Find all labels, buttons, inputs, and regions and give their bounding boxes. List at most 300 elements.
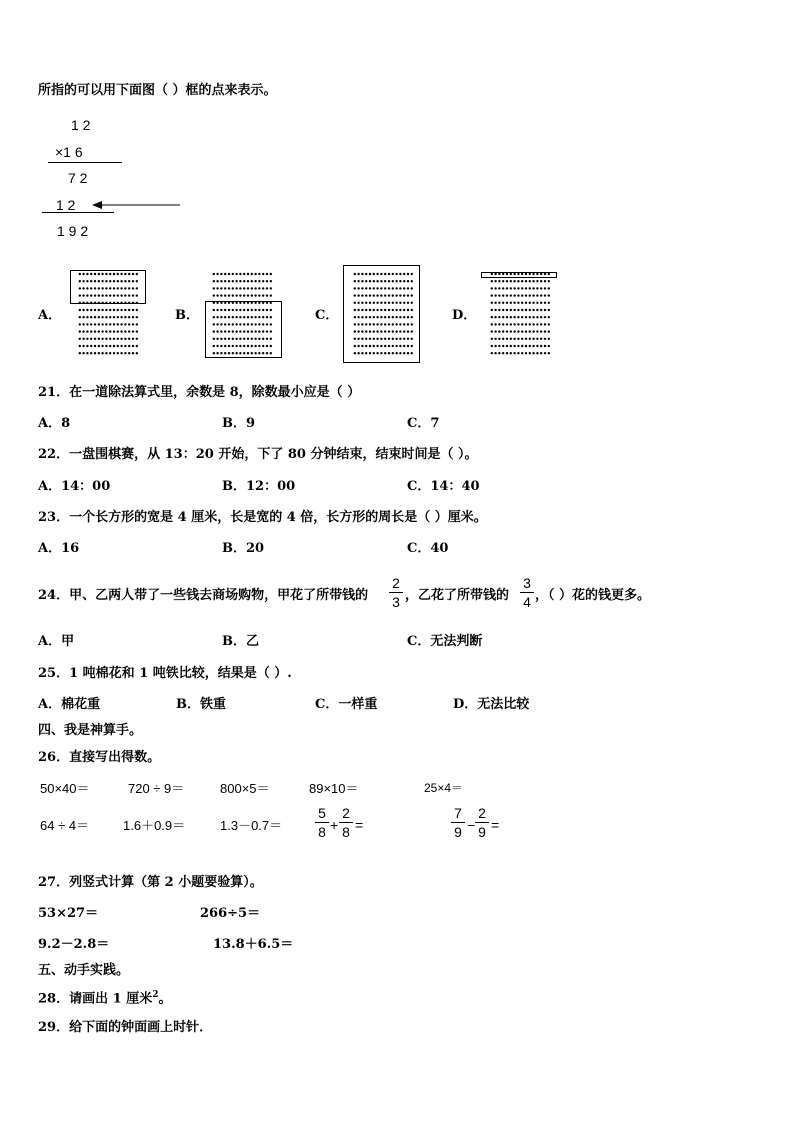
dot	[124, 352, 126, 354]
dot	[113, 352, 115, 354]
dot	[491, 338, 493, 340]
dot	[525, 280, 527, 282]
dot	[510, 338, 512, 340]
dot	[536, 323, 538, 325]
dot	[213, 287, 215, 289]
dot	[266, 287, 268, 289]
option-a-label: A．	[38, 308, 62, 323]
dot	[132, 323, 134, 325]
dot	[544, 294, 546, 296]
dot	[548, 316, 550, 318]
dot	[117, 352, 119, 354]
dot	[540, 330, 542, 332]
dot	[521, 352, 523, 354]
q27-expr-2: 266÷5＝	[200, 906, 261, 921]
dot	[86, 338, 88, 340]
dot	[548, 338, 550, 340]
dot	[228, 287, 230, 289]
dot	[544, 302, 546, 304]
dot	[544, 330, 546, 332]
dot	[548, 345, 550, 347]
dot	[94, 316, 96, 318]
dot	[513, 287, 515, 289]
dot	[216, 280, 218, 282]
dot	[521, 280, 523, 282]
dot	[98, 338, 100, 340]
dot	[262, 287, 264, 289]
dot	[94, 345, 96, 347]
dot	[532, 338, 534, 340]
dot	[513, 294, 515, 296]
dot	[502, 294, 504, 296]
q27-expr-3: 9.2－2.8＝	[38, 937, 110, 952]
calc-rule-1	[48, 162, 122, 163]
q28-stem-text: 28．请画出 1 厘米	[38, 991, 153, 1007]
dot	[105, 338, 107, 340]
dot	[86, 352, 88, 354]
dot	[90, 352, 92, 354]
q24-stem-part3: ，（ ）花的钱更多。	[535, 588, 651, 603]
dot	[117, 338, 119, 340]
dot	[258, 287, 260, 289]
dot	[79, 330, 81, 332]
dot	[105, 352, 107, 354]
dot	[536, 280, 538, 282]
dot	[120, 323, 122, 325]
dot	[529, 338, 531, 340]
dot	[510, 323, 512, 325]
dot	[136, 330, 138, 332]
dot	[536, 345, 538, 347]
dot	[94, 352, 96, 354]
dot	[254, 294, 256, 296]
dot	[536, 338, 538, 340]
fraction-denominator: 8	[318, 824, 326, 840]
q26-fraction-5-8	[315, 805, 329, 840]
dot	[228, 280, 230, 282]
dot	[502, 302, 504, 304]
dot	[128, 323, 130, 325]
dot	[213, 280, 215, 282]
dot	[220, 273, 222, 275]
dot	[498, 316, 500, 318]
dot	[529, 345, 531, 347]
dot	[540, 309, 542, 311]
dot	[491, 280, 493, 282]
calc-row-1: 1 2	[71, 117, 91, 133]
dot	[529, 309, 531, 311]
dot	[513, 323, 515, 325]
dot	[86, 345, 88, 347]
q28-stem	[38, 991, 171, 1005]
dot	[494, 294, 496, 296]
q21-stem: 21．在一道除法算式里，余数是 8，除数最小应是（ ）	[38, 385, 361, 400]
dot	[521, 330, 523, 332]
dot	[548, 287, 550, 289]
dot	[532, 294, 534, 296]
dot	[517, 345, 519, 347]
dot	[247, 294, 249, 296]
q27-stem: 27．列竖式计算（第 2 小题要验算）。	[38, 875, 263, 890]
dot	[117, 309, 119, 311]
dot	[502, 316, 504, 318]
dot	[109, 345, 111, 347]
dot	[536, 302, 538, 304]
pointer-arrow-icon	[92, 199, 184, 211]
dot	[529, 352, 531, 354]
dot	[517, 294, 519, 296]
dot	[517, 330, 519, 332]
dot	[94, 330, 96, 332]
q24-option-c: C．无法判断	[407, 634, 483, 649]
dot	[228, 294, 230, 296]
q26-expr-7: 1.6＋0.9＝	[123, 818, 186, 833]
dot	[82, 330, 84, 332]
dot	[498, 338, 500, 340]
fraction-denominator: 3	[392, 594, 400, 610]
fraction-numerator: 5	[318, 805, 326, 821]
dot	[532, 280, 534, 282]
dot	[232, 294, 234, 296]
dot	[510, 345, 512, 347]
dot	[270, 294, 272, 296]
q26-equals-2: =	[491, 817, 500, 833]
dot	[136, 338, 138, 340]
dot	[224, 273, 226, 275]
dot	[113, 316, 115, 318]
dot	[506, 352, 508, 354]
dot	[491, 330, 493, 332]
dot	[251, 273, 253, 275]
dot	[128, 316, 130, 318]
dot	[239, 294, 241, 296]
dot	[251, 280, 253, 282]
dot	[521, 309, 523, 311]
option-b-label: B．	[175, 308, 199, 323]
dot	[521, 302, 523, 304]
dot	[86, 316, 88, 318]
dot	[128, 330, 130, 332]
dot	[120, 338, 122, 340]
section-5-heading: 五、动手实践。	[38, 963, 130, 978]
dot	[540, 316, 542, 318]
dot	[506, 280, 508, 282]
frame-a	[70, 270, 146, 304]
dot	[220, 280, 222, 282]
dot	[513, 338, 515, 340]
dot	[517, 338, 519, 340]
dot	[117, 345, 119, 347]
dot	[266, 294, 268, 296]
dot	[98, 345, 100, 347]
dot	[101, 345, 103, 347]
dot	[239, 280, 241, 282]
dot	[101, 338, 103, 340]
dot	[262, 280, 264, 282]
dot	[536, 352, 538, 354]
dot	[532, 330, 534, 332]
q25-option-d: D．无法比较	[453, 697, 530, 712]
dot	[510, 352, 512, 354]
dot-grid-svg	[490, 272, 552, 360]
q25-stem: 25．1 吨棉花和 1 吨铁比较，结果是（ ）.	[38, 666, 292, 681]
frame-b	[205, 301, 282, 358]
dot	[548, 323, 550, 325]
dot	[517, 352, 519, 354]
dot	[506, 330, 508, 332]
q27-expr-1: 53×27＝	[38, 906, 99, 921]
dot	[266, 280, 268, 282]
dot	[532, 309, 534, 311]
dot	[247, 287, 249, 289]
dot	[101, 309, 103, 311]
dot	[239, 287, 241, 289]
dot	[532, 352, 534, 354]
q26-expr-2: 720 ÷ 9＝	[128, 781, 185, 796]
dot	[548, 330, 550, 332]
dot	[529, 280, 531, 282]
dot	[124, 316, 126, 318]
dot	[101, 330, 103, 332]
dot	[251, 287, 253, 289]
dot	[213, 273, 215, 275]
dot	[105, 345, 107, 347]
dot	[128, 352, 130, 354]
dot	[536, 294, 538, 296]
q26-expr-4: 89×10＝	[309, 781, 359, 796]
dot	[243, 294, 245, 296]
dot	[506, 287, 508, 289]
dot	[228, 273, 230, 275]
dot	[86, 309, 88, 311]
dot	[506, 309, 508, 311]
dot	[540, 294, 542, 296]
q26-expr-8: 1.3－0.7＝	[220, 818, 283, 833]
q25-option-b: B．铁重	[176, 697, 226, 712]
dot	[525, 294, 527, 296]
dot	[494, 323, 496, 325]
dot	[532, 316, 534, 318]
dot	[540, 323, 542, 325]
dot	[79, 345, 81, 347]
dot	[132, 330, 134, 332]
dot	[254, 273, 256, 275]
dot	[510, 294, 512, 296]
dot	[536, 330, 538, 332]
dot	[109, 316, 111, 318]
dot	[529, 302, 531, 304]
dot	[517, 280, 519, 282]
fraction-denominator: 4	[523, 594, 531, 610]
dot	[90, 338, 92, 340]
dot	[532, 323, 534, 325]
dot	[120, 316, 122, 318]
q26-plus-sign: +	[330, 817, 339, 833]
dot	[270, 280, 272, 282]
dot	[502, 309, 504, 311]
q21-option-c: C．7	[407, 416, 440, 431]
q26-expr-6: 64 ÷ 4＝	[40, 818, 90, 833]
dot	[498, 294, 500, 296]
frame-c	[343, 265, 420, 363]
dot	[128, 338, 130, 340]
dot	[494, 280, 496, 282]
dot	[498, 280, 500, 282]
dot	[132, 338, 134, 340]
dot-grid-d	[490, 272, 552, 364]
dot	[109, 323, 111, 325]
dot	[491, 323, 493, 325]
dot	[521, 287, 523, 289]
q28-superscript: 2	[152, 990, 159, 1000]
dot	[239, 273, 241, 275]
dot	[124, 338, 126, 340]
dot	[532, 345, 534, 347]
dot	[536, 309, 538, 311]
q26-equals-1: =	[355, 817, 364, 833]
dot	[548, 309, 550, 311]
dot	[247, 280, 249, 282]
dot	[494, 287, 496, 289]
dot	[120, 352, 122, 354]
dot	[270, 273, 272, 275]
q23-stem: 23．一个长方形的宽是 4 厘米，长是宽的 4 倍，长方形的周长是（ ）厘米。	[38, 510, 487, 525]
dot	[517, 287, 519, 289]
dot	[235, 294, 237, 296]
q21-option-b: B．9	[222, 416, 256, 431]
dot	[525, 345, 527, 347]
q22-option-b: B．12：00	[222, 479, 296, 494]
dot	[232, 280, 234, 282]
dot	[525, 338, 527, 340]
dot	[529, 316, 531, 318]
dot	[243, 287, 245, 289]
dot	[109, 338, 111, 340]
dot	[517, 323, 519, 325]
dot	[132, 309, 134, 311]
dot	[109, 330, 111, 332]
dot	[517, 309, 519, 311]
dot	[105, 316, 107, 318]
dot	[109, 309, 111, 311]
dot	[525, 302, 527, 304]
dot	[498, 302, 500, 304]
dot	[506, 294, 508, 296]
dot	[98, 352, 100, 354]
dot	[101, 323, 103, 325]
q27-expr-4: 13.8＋6.5＝	[213, 937, 294, 952]
dot	[120, 345, 122, 347]
dot	[101, 352, 103, 354]
fraction-denominator: 8	[342, 824, 350, 840]
dot	[243, 273, 245, 275]
dot	[270, 287, 272, 289]
dot	[529, 323, 531, 325]
q25-option-c: C．一样重	[315, 697, 378, 712]
dot	[502, 280, 504, 282]
q24-stem-part1: 24．甲、乙两人带了一些钱去商场购物，甲花了所带钱的	[38, 588, 369, 603]
dot	[513, 280, 515, 282]
calc-row-5: 1 9 2	[57, 223, 89, 239]
dot	[98, 309, 100, 311]
dot	[258, 280, 260, 282]
dot	[513, 309, 515, 311]
dot	[510, 280, 512, 282]
dot	[498, 287, 500, 289]
dot	[513, 330, 515, 332]
dot	[117, 323, 119, 325]
q24-option-a: A．甲	[38, 634, 75, 649]
dot	[502, 352, 504, 354]
dot	[494, 345, 496, 347]
dot	[82, 352, 84, 354]
dot	[498, 309, 500, 311]
dot	[258, 294, 260, 296]
dot	[132, 316, 134, 318]
dot	[544, 352, 546, 354]
dot	[79, 316, 81, 318]
dot	[224, 287, 226, 289]
dot	[220, 294, 222, 296]
dot	[113, 345, 115, 347]
dot	[506, 302, 508, 304]
dot	[521, 316, 523, 318]
dot	[540, 345, 542, 347]
dot	[79, 338, 81, 340]
dot	[544, 309, 546, 311]
calc-row-2: ×1 6	[55, 144, 83, 160]
dot	[506, 345, 508, 347]
dot	[510, 309, 512, 311]
dot	[510, 330, 512, 332]
q24-stem-part2: ，乙花了所带钱的	[405, 588, 510, 603]
dot	[94, 338, 96, 340]
dot	[254, 280, 256, 282]
dot	[532, 287, 534, 289]
q26-fraction-2-9	[475, 805, 489, 840]
q26-fraction-7-9	[451, 805, 465, 840]
dot	[506, 323, 508, 325]
dot	[494, 352, 496, 354]
calc-row-4: 1 2	[56, 197, 76, 213]
q26-minus-sign: −	[467, 817, 476, 833]
q26-fraction-2-8	[339, 805, 353, 840]
dot	[494, 309, 496, 311]
dot	[94, 323, 96, 325]
dot	[82, 338, 84, 340]
dot	[262, 294, 264, 296]
dot	[548, 280, 550, 282]
dot	[247, 273, 249, 275]
dot	[536, 316, 538, 318]
q24-fraction-2	[520, 575, 534, 610]
dot	[113, 309, 115, 311]
dot	[525, 309, 527, 311]
dot	[124, 309, 126, 311]
fraction-denominator: 9	[478, 824, 486, 840]
fraction-numerator: 2	[342, 805, 350, 821]
dot	[113, 338, 115, 340]
dot	[529, 287, 531, 289]
dot	[94, 309, 96, 311]
dot	[502, 287, 504, 289]
dot	[79, 352, 81, 354]
dot	[498, 323, 500, 325]
calc-rule-2	[42, 212, 114, 213]
dot	[494, 302, 496, 304]
dot	[498, 352, 500, 354]
dot	[235, 280, 237, 282]
